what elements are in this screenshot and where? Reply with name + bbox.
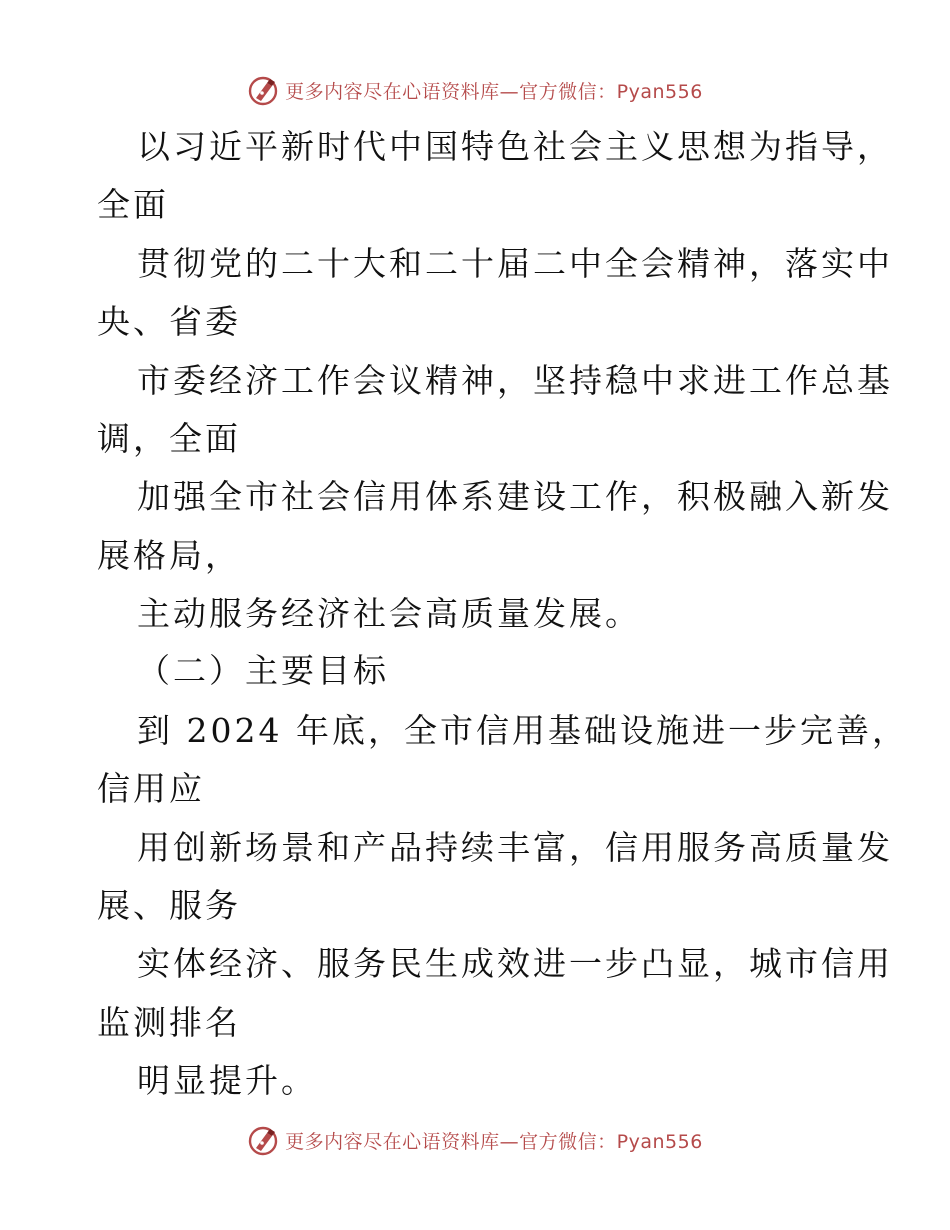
header-banner-text: 更多内容尽在心语资料库—官方微信：Pyan556 <box>285 80 703 103</box>
footer-banner-text: 更多内容尽在心语资料库—官方微信：Pyan556 <box>285 1130 703 1153</box>
body-line: 央、省委 <box>97 302 241 341</box>
body-line: 实体经济、服务民生成效进一步凸显，城市信用 <box>137 944 893 983</box>
body-line: 贯彻党的二十大和二十届二中全会精神，落实中 <box>137 244 893 283</box>
body-line: 市委经济工作会议精神，坚持稳中求进工作总基 <box>137 361 893 400</box>
pen-nib-logo-icon <box>247 1124 279 1156</box>
footer-banner <box>0 1120 950 1160</box>
body-line: 信用应 <box>97 769 205 808</box>
body-line: 用创新场景和产品持续丰富，信用服务高质量发 <box>137 828 893 867</box>
body-line: 调，全面 <box>97 419 241 458</box>
section-heading: （二）主要目标 <box>137 651 389 690</box>
body-line: 全面 <box>97 185 169 224</box>
body-line: 主动服务经济社会高质量发展。 <box>137 594 641 633</box>
body-line: 展格局， <box>97 536 241 575</box>
body-line: 明显提升。 <box>137 1061 317 1100</box>
body-line: 以习近平新时代中国特色社会主义思想为指导， <box>137 127 893 166</box>
body-line: 到 2024 年底，全市信用基础设施进一步完善， <box>137 711 908 750</box>
body-line: 监测排名 <box>97 1003 241 1042</box>
body-line: 加强全市社会信用体系建设工作，积极融入新发 <box>137 477 893 516</box>
body-line: 展、服务 <box>97 886 241 925</box>
